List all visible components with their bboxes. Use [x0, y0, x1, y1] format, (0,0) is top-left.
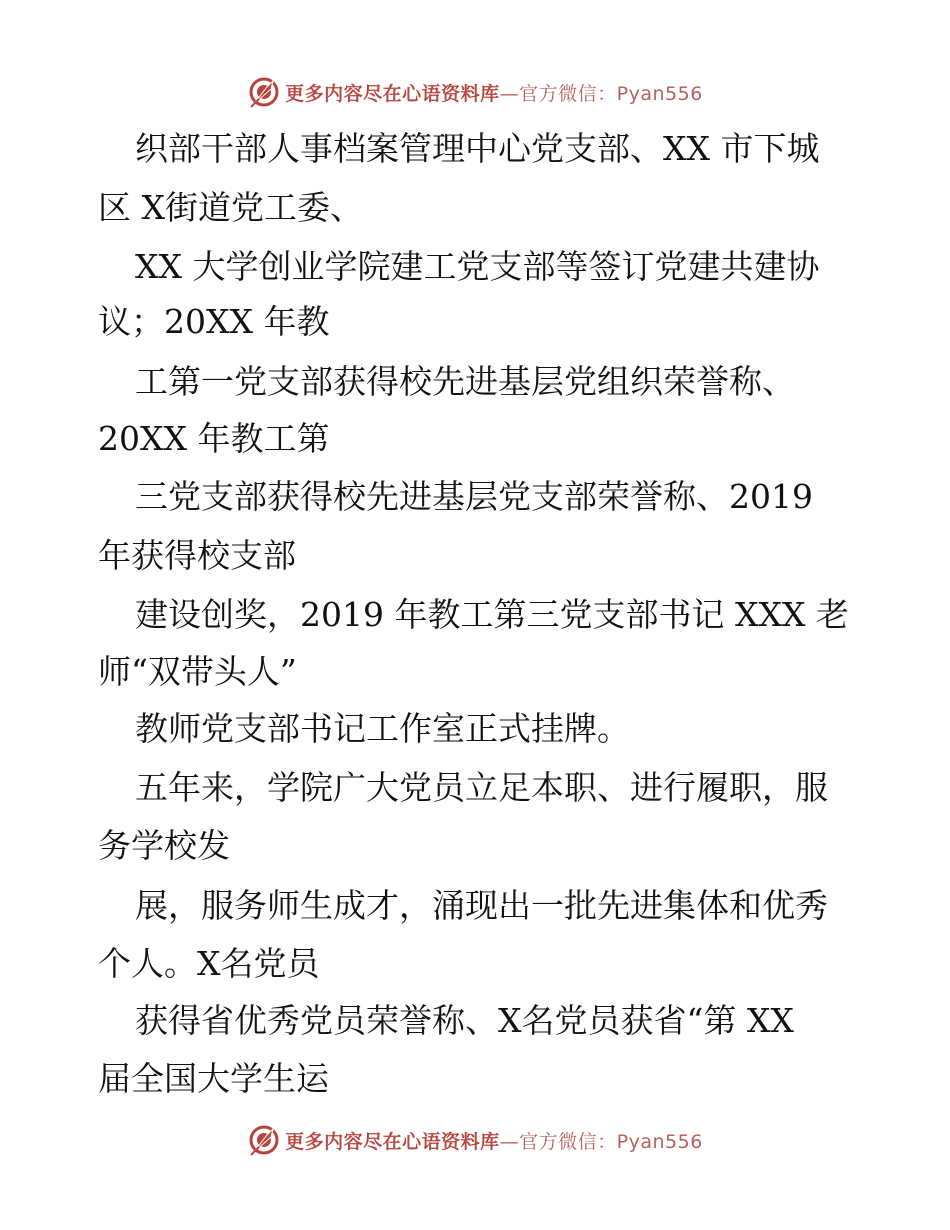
footer-watermark [0, 1120, 950, 1160]
text-line: 区 X街道党工委、 [98, 188, 363, 227]
watermark-text: 更多内容尽在心语资料库—官方微信：Pyan556 [285, 82, 703, 105]
text-line: 届全国大学生运 [98, 1059, 329, 1098]
text-line: 议；20XX 年教 [98, 302, 330, 341]
text-line: 五年来，学院广大党员立足本职、进行履职，服 [135, 768, 828, 807]
text-line: 20XX 年教工第 [98, 419, 330, 458]
feather-pen-logo-icon [247, 75, 281, 109]
text-line: 务学校发 [98, 826, 230, 865]
feather-pen-logo-icon [247, 1123, 281, 1157]
text-line: 获得省优秀党员荣誉称、X名党员获省“第 XX [135, 1001, 794, 1040]
text-line: 三党支部获得校先进基层党支部荣誉称、2019 [135, 477, 813, 516]
header-watermark [0, 72, 950, 112]
text-line: 年获得校支部 [98, 536, 296, 575]
text-line: 建设创奖，2019 年教工第三党支部书记 XXX 老 [135, 595, 849, 634]
text-line: 教师党支部书记工作室正式挂牌。 [135, 709, 630, 748]
text-line: 展，服务师生成才，涌现出一批先进集体和优秀 [135, 886, 828, 925]
text-line: 织部干部人事档案管理中心党支部、XX 市下城 [135, 129, 820, 168]
text-line: 个人。X名党员 [98, 944, 320, 983]
text-line: 工第一党支部获得校先进基层党组织荣誉称、 [135, 362, 795, 401]
text-line: XX 大学创业学院建工党支部等签订党建共建协 [135, 247, 820, 286]
watermark-text: 更多内容尽在心语资料库—官方微信：Pyan556 [285, 1130, 703, 1153]
text-line: 师“双带头人” [98, 652, 297, 691]
